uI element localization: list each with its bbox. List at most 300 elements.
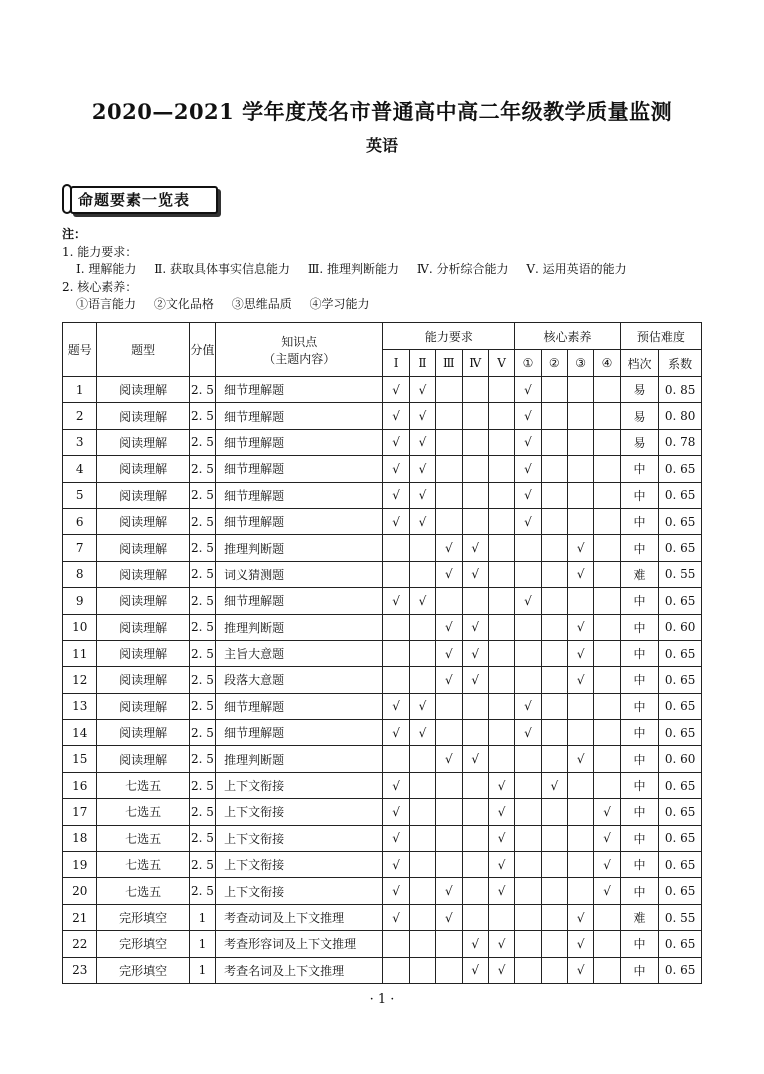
cell-score: 2. 5 xyxy=(189,588,215,614)
ability-item: Ⅱ. 获取具体事实信息能力 xyxy=(154,262,290,276)
cell-ability-mark: √ xyxy=(462,614,488,640)
cell-score: 2. 5 xyxy=(189,878,215,904)
cell-core-mark xyxy=(567,508,593,534)
table-row xyxy=(63,799,702,825)
cell-level: 中 xyxy=(620,799,659,825)
cell-type: 阅读理解 xyxy=(97,508,189,534)
cell-ability-mark xyxy=(462,825,488,851)
cell-ability-mark xyxy=(488,482,514,508)
cell-core-mark xyxy=(515,825,541,851)
cell-core-mark xyxy=(541,377,567,403)
cell-core-mark xyxy=(541,535,567,561)
cell-coef: 0. 65 xyxy=(659,957,702,983)
cell-ability-mark: √ xyxy=(383,429,409,455)
cell-ability-mark: √ xyxy=(436,561,462,587)
cell-ability-mark: √ xyxy=(383,852,409,878)
cell-ability-mark xyxy=(436,508,462,534)
cell-ability-mark xyxy=(383,614,409,640)
cell-ability-mark xyxy=(462,508,488,534)
cell-ability-mark xyxy=(383,667,409,693)
cell-ability-mark: √ xyxy=(488,957,514,983)
cell-ability-mark: √ xyxy=(436,878,462,904)
cell-knowledge: 推理判断题 xyxy=(216,746,383,772)
cell-coef: 0. 65 xyxy=(659,720,702,746)
cell-ability-mark xyxy=(462,377,488,403)
cell-coef: 0. 80 xyxy=(659,403,702,429)
page-title: 2020—2021 学年度茂名市普通高中高二年级教学质量监测 xyxy=(91,99,673,124)
cell-core-mark xyxy=(515,931,541,957)
cell-ability-mark: √ xyxy=(383,825,409,851)
cell-coef: 0. 65 xyxy=(659,640,702,666)
cell-ability-mark xyxy=(436,693,462,719)
table-row xyxy=(63,667,702,693)
cell-level: 中 xyxy=(620,508,659,534)
cell-num: 21 xyxy=(63,904,97,930)
cell-core-mark xyxy=(541,588,567,614)
cell-level: 中 xyxy=(620,931,659,957)
cell-ability-mark xyxy=(462,403,488,429)
cell-core-mark xyxy=(567,429,593,455)
cell-core-mark: √ xyxy=(567,746,593,772)
cell-ability-mark: √ xyxy=(409,482,435,508)
header-core-col: ③ xyxy=(567,350,593,377)
cell-type: 阅读理解 xyxy=(97,693,189,719)
cell-level: 中 xyxy=(620,825,659,851)
cell-core-mark: √ xyxy=(594,852,620,878)
cell-ability-mark xyxy=(488,667,514,693)
cell-score: 2. 5 xyxy=(189,640,215,666)
cell-coef: 0. 65 xyxy=(659,931,702,957)
header-core-col: ① xyxy=(515,350,541,377)
table-row xyxy=(63,377,702,403)
cell-core-mark xyxy=(594,561,620,587)
cell-type: 七选五 xyxy=(97,825,189,851)
cell-core-mark xyxy=(594,588,620,614)
cell-core-mark xyxy=(594,614,620,640)
cell-score: 2. 5 xyxy=(189,772,215,798)
cell-ability-mark: √ xyxy=(436,746,462,772)
cell-knowledge: 考查形容词及上下文推理 xyxy=(216,931,383,957)
cell-ability-mark xyxy=(436,720,462,746)
cell-core-mark xyxy=(541,693,567,719)
cell-core-mark xyxy=(594,904,620,930)
cell-coef: 0. 65 xyxy=(659,535,702,561)
cell-core-mark xyxy=(567,456,593,482)
cell-core-mark: √ xyxy=(541,772,567,798)
cell-ability-mark: √ xyxy=(383,693,409,719)
cell-core-mark xyxy=(594,377,620,403)
cell-level: 中 xyxy=(620,693,659,719)
cell-num: 10 xyxy=(63,614,97,640)
cell-core-mark xyxy=(594,957,620,983)
cell-num: 15 xyxy=(63,746,97,772)
table-row xyxy=(63,693,702,719)
cell-ability-mark xyxy=(409,852,435,878)
cell-ability-mark xyxy=(409,799,435,825)
ability-item: Ⅳ. 分析综合能力 xyxy=(416,262,509,276)
cell-ability-mark xyxy=(383,561,409,587)
cell-core-mark xyxy=(594,667,620,693)
cell-ability-mark: √ xyxy=(462,957,488,983)
cell-type: 阅读理解 xyxy=(97,720,189,746)
cell-score: 2. 5 xyxy=(189,825,215,851)
ability-list xyxy=(62,261,641,279)
cell-num: 17 xyxy=(63,799,97,825)
cell-ability-mark xyxy=(409,640,435,666)
cell-score: 2. 5 xyxy=(189,535,215,561)
cell-type: 完形填空 xyxy=(97,904,189,930)
cell-knowledge: 推理判断题 xyxy=(216,614,383,640)
cell-ability-mark xyxy=(383,931,409,957)
cell-core-mark xyxy=(541,878,567,904)
cell-core-mark xyxy=(567,720,593,746)
cell-knowledge: 推理判断题 xyxy=(216,535,383,561)
cell-core-mark xyxy=(541,667,567,693)
cell-ability-mark: √ xyxy=(409,403,435,429)
table-row xyxy=(63,535,702,561)
cell-ability-mark: √ xyxy=(409,588,435,614)
cell-score: 2. 5 xyxy=(189,508,215,534)
cell-score: 2. 5 xyxy=(189,693,215,719)
cell-knowledge: 段落大意题 xyxy=(216,667,383,693)
cell-core-mark: √ xyxy=(567,957,593,983)
cell-level: 中 xyxy=(620,772,659,798)
cell-core-mark xyxy=(541,720,567,746)
cell-type: 阅读理解 xyxy=(97,588,189,614)
core-heading: 2. 核心素养： xyxy=(62,279,138,294)
cell-core-mark: √ xyxy=(594,878,620,904)
header-ability-col: Ⅴ xyxy=(488,350,514,377)
cell-score: 2. 5 xyxy=(189,482,215,508)
cell-core-mark: √ xyxy=(567,904,593,930)
cell-ability-mark: √ xyxy=(383,508,409,534)
cell-core-mark xyxy=(515,640,541,666)
table-row xyxy=(63,957,702,983)
cell-core-mark xyxy=(594,508,620,534)
cell-knowledge: 细节理解题 xyxy=(216,588,383,614)
cell-core-mark xyxy=(515,852,541,878)
cell-ability-mark xyxy=(488,614,514,640)
table-row xyxy=(63,825,702,851)
cell-core-mark xyxy=(541,904,567,930)
cell-ability-mark: √ xyxy=(488,772,514,798)
cell-ability-mark xyxy=(488,746,514,772)
table-row xyxy=(63,904,702,930)
cell-ability-mark xyxy=(488,508,514,534)
cell-coef: 0. 65 xyxy=(659,825,702,851)
cell-ability-mark: √ xyxy=(436,640,462,666)
cell-ability-mark xyxy=(436,403,462,429)
cell-ability-mark xyxy=(436,825,462,851)
cell-num: 6 xyxy=(63,508,97,534)
header-ability-col: Ⅳ xyxy=(462,350,488,377)
cell-score: 2. 5 xyxy=(189,614,215,640)
header-ability-col: Ⅲ xyxy=(436,350,462,377)
cell-coef: 0. 65 xyxy=(659,878,702,904)
cell-core-mark xyxy=(567,878,593,904)
cell-num: 11 xyxy=(63,640,97,666)
cell-ability-mark xyxy=(488,561,514,587)
cell-ability-mark xyxy=(488,429,514,455)
cell-ability-mark xyxy=(462,799,488,825)
cell-coef: 0. 85 xyxy=(659,377,702,403)
cell-core-mark: √ xyxy=(567,640,593,666)
cell-level: 中 xyxy=(620,957,659,983)
cell-ability-mark: √ xyxy=(409,456,435,482)
cell-level: 易 xyxy=(620,403,659,429)
cell-type: 阅读理解 xyxy=(97,403,189,429)
header-level: 档次 xyxy=(620,350,659,377)
cell-num: 4 xyxy=(63,456,97,482)
cell-type: 阅读理解 xyxy=(97,640,189,666)
ability-item: Ⅲ. 推理判断能力 xyxy=(307,262,400,276)
header-coef: 系数 xyxy=(659,350,702,377)
cell-ability-mark xyxy=(409,667,435,693)
cell-core-mark xyxy=(515,561,541,587)
cell-coef: 0. 65 xyxy=(659,852,702,878)
cell-ability-mark: √ xyxy=(383,720,409,746)
core-list xyxy=(62,296,641,314)
cell-num: 18 xyxy=(63,825,97,851)
cell-core-mark xyxy=(567,693,593,719)
cell-ability-mark: √ xyxy=(409,693,435,719)
cell-type: 阅读理解 xyxy=(97,429,189,455)
cell-ability-mark xyxy=(409,535,435,561)
cell-level: 中 xyxy=(620,852,659,878)
cell-ability-mark: √ xyxy=(436,667,462,693)
header-core-col: ② xyxy=(541,350,567,377)
cell-knowledge: 细节理解题 xyxy=(216,482,383,508)
requirements-table xyxy=(62,322,702,984)
cell-ability-mark: √ xyxy=(383,456,409,482)
cell-type: 阅读理解 xyxy=(97,377,189,403)
cell-core-mark xyxy=(541,508,567,534)
table-row xyxy=(63,878,702,904)
cell-type: 七选五 xyxy=(97,852,189,878)
cell-core-mark xyxy=(515,614,541,640)
cell-core-mark: √ xyxy=(515,720,541,746)
header-knowledge xyxy=(216,323,383,377)
cell-core-mark: √ xyxy=(515,508,541,534)
cell-core-mark: √ xyxy=(515,429,541,455)
cell-ability-mark: √ xyxy=(383,377,409,403)
cell-ability-mark: √ xyxy=(436,904,462,930)
cell-core-mark xyxy=(541,561,567,587)
cell-ability-mark xyxy=(488,403,514,429)
cell-ability-mark: √ xyxy=(409,429,435,455)
cell-ability-mark xyxy=(409,561,435,587)
cell-type: 阅读理解 xyxy=(97,561,189,587)
cell-ability-mark xyxy=(383,746,409,772)
cell-ability-mark: √ xyxy=(436,535,462,561)
cell-core-mark xyxy=(541,825,567,851)
cell-core-mark xyxy=(541,456,567,482)
cell-ability-mark: √ xyxy=(383,878,409,904)
cell-num: 19 xyxy=(63,852,97,878)
cell-core-mark xyxy=(515,799,541,825)
cell-ability-mark xyxy=(436,772,462,798)
table-body xyxy=(63,377,702,984)
cell-ability-mark: √ xyxy=(383,403,409,429)
cell-ability-mark xyxy=(409,931,435,957)
cell-level: 难 xyxy=(620,904,659,930)
cell-knowledge: 细节理解题 xyxy=(216,720,383,746)
cell-type: 完形填空 xyxy=(97,957,189,983)
cell-level: 中 xyxy=(620,535,659,561)
cell-knowledge: 主旨大意题 xyxy=(216,640,383,666)
cell-ability-mark xyxy=(436,957,462,983)
cell-coef: 0. 65 xyxy=(659,693,702,719)
cell-core-mark xyxy=(541,852,567,878)
cell-core-mark: √ xyxy=(594,825,620,851)
table-row xyxy=(63,456,702,482)
cell-score: 2. 5 xyxy=(189,852,215,878)
cell-ability-mark xyxy=(409,614,435,640)
cell-ability-mark xyxy=(488,377,514,403)
cell-coef: 0. 55 xyxy=(659,904,702,930)
cell-knowledge: 词义猜测题 xyxy=(216,561,383,587)
cell-ability-mark: √ xyxy=(409,377,435,403)
cell-ability-mark: √ xyxy=(462,535,488,561)
header-ability-col: Ⅰ xyxy=(383,350,409,377)
cell-ability-mark: √ xyxy=(409,720,435,746)
cell-score: 2. 5 xyxy=(189,720,215,746)
cell-core-mark: √ xyxy=(567,931,593,957)
cell-ability-mark xyxy=(409,825,435,851)
cell-core-mark xyxy=(594,720,620,746)
cell-core-mark: √ xyxy=(515,588,541,614)
cell-ability-mark xyxy=(488,640,514,666)
cell-knowledge: 上下文衔接 xyxy=(216,772,383,798)
header-ability-col: Ⅱ xyxy=(409,350,435,377)
cell-level: 中 xyxy=(620,456,659,482)
cell-ability-mark xyxy=(462,878,488,904)
cell-knowledge: 细节理解题 xyxy=(216,693,383,719)
cell-core-mark xyxy=(594,640,620,666)
table-row xyxy=(63,614,702,640)
table-row xyxy=(63,429,702,455)
cell-ability-mark: √ xyxy=(462,746,488,772)
cell-ability-mark xyxy=(409,772,435,798)
cell-core-mark: √ xyxy=(567,667,593,693)
cell-ability-mark: √ xyxy=(383,772,409,798)
cell-core-mark xyxy=(567,377,593,403)
cell-type: 阅读理解 xyxy=(97,614,189,640)
cell-ability-mark xyxy=(462,720,488,746)
cell-ability-mark: √ xyxy=(383,904,409,930)
cell-core-mark: √ xyxy=(567,561,593,587)
core-item: ②文化品格 xyxy=(153,297,214,311)
cell-knowledge: 考查动词及上下文推理 xyxy=(216,904,383,930)
cell-ability-mark xyxy=(409,904,435,930)
cell-coef: 0. 65 xyxy=(659,508,702,534)
cell-ability-mark xyxy=(409,746,435,772)
header-score: 分值 xyxy=(189,323,215,377)
cell-ability-mark: √ xyxy=(488,799,514,825)
cell-type: 完形填空 xyxy=(97,931,189,957)
cell-ability-mark: √ xyxy=(383,799,409,825)
cell-type: 七选五 xyxy=(97,799,189,825)
ability-item: Ⅴ. 运用英语的能力 xyxy=(526,262,627,276)
cell-coef: 0. 65 xyxy=(659,772,702,798)
table-row xyxy=(63,561,702,587)
cell-coef: 0. 60 xyxy=(659,614,702,640)
cell-ability-mark: √ xyxy=(488,931,514,957)
cell-core-mark xyxy=(541,482,567,508)
cell-ability-mark xyxy=(462,904,488,930)
cell-num: 12 xyxy=(63,667,97,693)
cell-ability-mark: √ xyxy=(462,561,488,587)
cell-num: 14 xyxy=(63,720,97,746)
cell-ability-mark xyxy=(409,957,435,983)
cell-knowledge: 上下文衔接 xyxy=(216,878,383,904)
cell-ability-mark: √ xyxy=(383,588,409,614)
cell-core-mark: √ xyxy=(515,693,541,719)
table-row xyxy=(63,720,702,746)
cell-score: 1 xyxy=(189,931,215,957)
cell-core-mark xyxy=(567,588,593,614)
cell-num: 9 xyxy=(63,588,97,614)
cell-core-mark: √ xyxy=(515,403,541,429)
cell-core-mark: √ xyxy=(594,799,620,825)
cell-ability-mark xyxy=(383,640,409,666)
cell-ability-mark xyxy=(488,535,514,561)
cell-core-mark xyxy=(541,799,567,825)
table-row xyxy=(63,931,702,957)
cell-num: 8 xyxy=(63,561,97,587)
cell-coef: 0. 60 xyxy=(659,746,702,772)
cell-core-mark xyxy=(594,693,620,719)
cell-ability-mark xyxy=(488,904,514,930)
table-row xyxy=(63,588,702,614)
cell-core-mark xyxy=(541,746,567,772)
cell-ability-mark xyxy=(462,693,488,719)
cell-level: 中 xyxy=(620,588,659,614)
cell-core-mark xyxy=(567,482,593,508)
cell-score: 2. 5 xyxy=(189,799,215,825)
cell-num: 16 xyxy=(63,772,97,798)
cell-core-mark: √ xyxy=(515,482,541,508)
cell-core-mark xyxy=(515,904,541,930)
cell-ability-mark xyxy=(436,799,462,825)
cell-core-mark xyxy=(515,746,541,772)
cell-num: 22 xyxy=(63,931,97,957)
header-core-col: ④ xyxy=(594,350,620,377)
cell-ability-mark xyxy=(436,931,462,957)
cell-core-mark xyxy=(594,746,620,772)
cell-ability-mark xyxy=(488,720,514,746)
cell-ability-mark: √ xyxy=(383,482,409,508)
cell-core-mark: √ xyxy=(567,614,593,640)
cell-ability-mark xyxy=(462,588,488,614)
cell-ability-mark xyxy=(488,693,514,719)
cell-core-mark xyxy=(541,640,567,666)
cell-knowledge: 上下文衔接 xyxy=(216,799,383,825)
core-item: ③思维品质 xyxy=(231,297,292,311)
cell-score: 2. 5 xyxy=(189,456,215,482)
cell-ability-mark xyxy=(383,957,409,983)
cell-coef: 0. 65 xyxy=(659,456,702,482)
cell-ability-mark xyxy=(436,456,462,482)
cell-ability-mark xyxy=(436,429,462,455)
cell-score: 2. 5 xyxy=(189,746,215,772)
table-row xyxy=(63,746,702,772)
cell-knowledge: 考查名词及上下文推理 xyxy=(216,957,383,983)
cell-ability-mark: √ xyxy=(409,508,435,534)
banner-label: 命题要素一览表 xyxy=(78,191,191,209)
ability-heading: 1. 能力要求： xyxy=(62,244,138,259)
cell-core-mark xyxy=(541,403,567,429)
